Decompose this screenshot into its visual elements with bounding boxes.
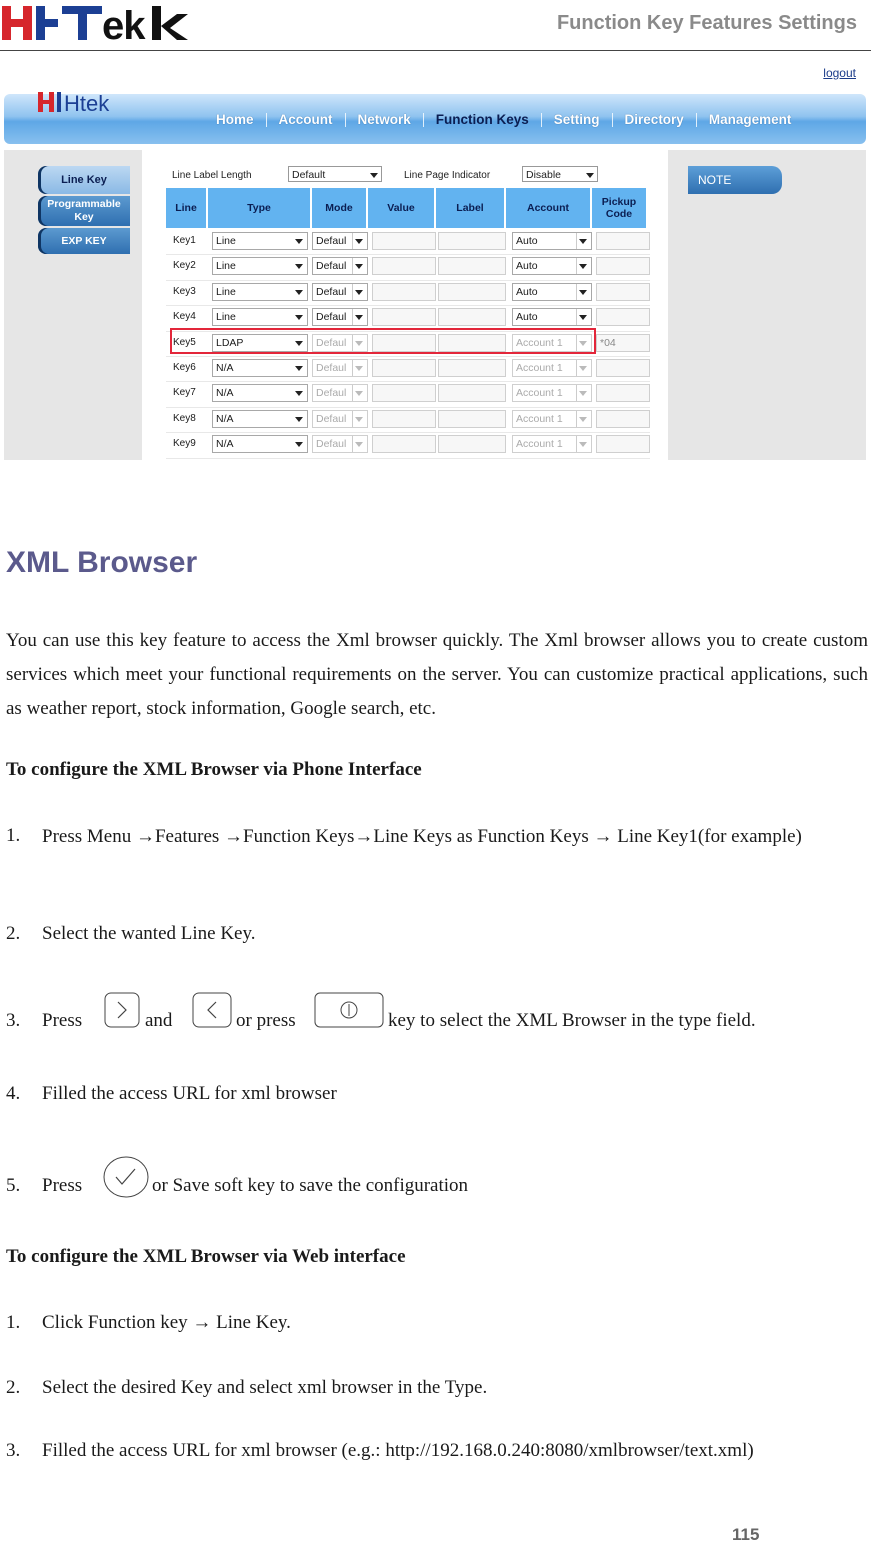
- document-header: [0, 0, 871, 51]
- nav-divider: [423, 113, 424, 127]
- mode-value: Defaul: [316, 362, 347, 374]
- step-text: Select the wanted Line Key.: [42, 923, 256, 944]
- nav-menu: [204, 112, 803, 127]
- type-select[interactable]: [212, 384, 308, 402]
- mode-select[interactable]: [312, 359, 368, 377]
- step-text: key to select the XML Browser in the type field.: [388, 1010, 756, 1031]
- step-text: Press: [42, 1010, 83, 1031]
- mode-select[interactable]: [312, 435, 368, 453]
- table-row: [166, 306, 650, 328]
- key-name: Key4: [173, 311, 196, 323]
- chevron-down-icon: [295, 391, 303, 396]
- step-text: Click Function key → Line Key.: [42, 1312, 291, 1333]
- chevron-down-icon: [579, 391, 587, 396]
- web-ui-screenshot: [4, 62, 866, 460]
- tab-programmable-key[interactable]: Programmable Key: [38, 196, 130, 226]
- side-tab-panel: [4, 150, 142, 460]
- nav-divider: [266, 113, 267, 127]
- pickup-code-input[interactable]: [596, 283, 650, 301]
- line-key-settings: [146, 150, 664, 460]
- nav-divider: [345, 113, 346, 127]
- account-select[interactable]: [512, 283, 592, 301]
- column-header: Mode: [312, 188, 366, 228]
- chevron-down-icon: [579, 239, 587, 244]
- mode-value: Defaul: [316, 260, 347, 273]
- account-select[interactable]: [512, 435, 592, 453]
- mode-value: Defaul: [316, 235, 347, 247]
- step-text: or Save soft key to save the configuration: [152, 1175, 469, 1196]
- dropdown-button: [352, 436, 367, 452]
- label-input[interactable]: [438, 384, 506, 402]
- account-value: Account 1: [516, 387, 563, 400]
- account-value: Auto: [516, 311, 538, 324]
- type-select[interactable]: [212, 283, 308, 301]
- mode-value: Defaul: [316, 387, 347, 400]
- key-name: Key3: [173, 285, 196, 297]
- chevron-down-icon: [579, 290, 587, 295]
- step-text: or press: [236, 1010, 296, 1031]
- tab-exp-key[interactable]: EXP KEY: [38, 228, 130, 254]
- line-page-indicator-select[interactable]: [522, 166, 598, 182]
- select-key-icon: [314, 992, 384, 1028]
- table-header: [166, 188, 646, 228]
- column-header: Type: [208, 188, 310, 228]
- htek-logo: [2, 2, 192, 44]
- intro-paragraph: You can use this key feature to access the Xml browser quickly. The Xml browser allows you to create custom services which meet your functional requirements on the server. You can customize practical applications, such as weather report, stock information, Google search, etc.: [6, 630, 868, 719]
- type-value: Line: [216, 260, 236, 273]
- nav-directory[interactable]: Directory: [624, 112, 684, 127]
- note-panel: [668, 150, 866, 460]
- right-arrow-key-icon: [104, 992, 140, 1028]
- label-input[interactable]: [438, 232, 506, 250]
- label-input[interactable]: [438, 283, 506, 301]
- line-page-indicator-label: Line Page Indicator: [404, 170, 491, 181]
- label-input[interactable]: [438, 257, 506, 275]
- dropdown-button: [576, 436, 591, 452]
- key-name: Key9: [173, 438, 196, 450]
- header-title: Function Key Features Settings: [556, 12, 857, 34]
- account-value: Account 1: [516, 336, 563, 349]
- nav-bar: [4, 91, 866, 144]
- account-value: Account 1: [516, 412, 563, 425]
- table-row: [166, 433, 650, 455]
- pickup-code-input[interactable]: [596, 435, 650, 453]
- account-value: Account 1: [516, 362, 563, 374]
- pickup-code-input[interactable]: [596, 359, 650, 377]
- type-value: N/A: [216, 412, 234, 425]
- chevron-down-icon: [579, 264, 587, 269]
- column-header: Label: [436, 188, 504, 228]
- step-number: 5.: [6, 1175, 21, 1196]
- dropdown-button: [576, 385, 591, 401]
- dropdown-button: [352, 385, 367, 401]
- ok-checkmark-key-icon: [102, 1155, 150, 1199]
- svg-text:ek: ek: [102, 4, 145, 44]
- chevron-down-icon: [295, 442, 303, 447]
- pickup-code-input[interactable]: [596, 384, 650, 402]
- type-select[interactable]: [212, 257, 308, 275]
- mode-value: Defaul: [316, 311, 347, 324]
- step-text: Filled the access URL for xml browser (e.g.: http://192.168.0.240:8080/xmlbrowser/text.xml): [42, 1440, 754, 1461]
- value-input[interactable]: [372, 435, 436, 453]
- chevron-down-icon: [370, 173, 378, 178]
- mode-select[interactable]: [312, 257, 368, 275]
- phone-step-5: [6, 1175, 868, 1205]
- table-row: [166, 357, 650, 379]
- type-select[interactable]: [212, 308, 308, 326]
- step-number: 1.: [6, 1312, 21, 1333]
- table-row: [166, 408, 650, 430]
- chevron-down-icon: [579, 442, 587, 447]
- step-text: Select the desired Key and select xml browser in the Type.: [42, 1377, 488, 1398]
- chevron-down-icon: [586, 173, 594, 178]
- column-header: Pickup Code: [592, 188, 646, 228]
- nav-divider: [541, 113, 542, 127]
- row-divider: [166, 458, 650, 459]
- dropdown-button: [576, 309, 591, 325]
- account-select[interactable]: [512, 232, 592, 250]
- nav-home[interactable]: Home: [216, 112, 254, 127]
- value-input[interactable]: [372, 410, 436, 428]
- step-number: 1.: [6, 825, 21, 846]
- web-ui-body: [4, 150, 866, 460]
- chevron-down-icon: [355, 315, 363, 320]
- account-select[interactable]: [512, 410, 592, 428]
- dropdown-button: [352, 411, 367, 427]
- type-value: Line: [216, 235, 236, 247]
- mode-value: Defaul: [316, 412, 347, 425]
- dropdown-button: [352, 258, 367, 274]
- key-name: Key6: [173, 362, 196, 373]
- chevron-down-icon: [355, 442, 363, 447]
- dropdown-button: [576, 258, 591, 274]
- chevron-down-icon: [579, 366, 587, 371]
- mode-select[interactable]: [312, 232, 368, 250]
- account-select[interactable]: [512, 257, 592, 275]
- nav-divider: [696, 113, 697, 127]
- chevron-down-icon: [295, 315, 303, 320]
- step-text: Press: [42, 1175, 83, 1196]
- line-label-length-select[interactable]: [288, 166, 382, 182]
- chevron-down-icon: [295, 417, 303, 422]
- value-input[interactable]: [372, 308, 436, 326]
- phone-step-3: [6, 1010, 868, 1040]
- table-row: [166, 255, 650, 277]
- left-arrow-key-icon: [192, 992, 232, 1028]
- nav-divider: [612, 113, 613, 127]
- key-name: Key1: [173, 235, 196, 246]
- label-input[interactable]: [438, 359, 506, 377]
- nav-account[interactable]: Account: [278, 112, 333, 127]
- dropdown-button: [576, 284, 591, 300]
- chevron-down-icon: [355, 391, 363, 396]
- label-input[interactable]: [438, 308, 506, 326]
- dropdown-button: [352, 309, 367, 325]
- dropdown-button: [352, 284, 367, 300]
- type-select[interactable]: [212, 410, 308, 428]
- mode-value: Defaul: [316, 336, 347, 349]
- value-input[interactable]: [372, 283, 436, 301]
- phone-config-heading: To configure the XML Browser via Phone Interface: [6, 759, 422, 780]
- mode-select[interactable]: [312, 410, 368, 428]
- step-number: 2.: [6, 923, 21, 944]
- chevron-down-icon: [295, 290, 303, 295]
- value-input[interactable]: [372, 232, 436, 250]
- step-number: 3.: [6, 1010, 21, 1031]
- chevron-down-icon: [579, 417, 587, 422]
- highlighted-row-outline: [170, 328, 596, 354]
- table-row: [166, 281, 650, 303]
- step-number: 2.: [6, 1377, 21, 1398]
- step-number: 3.: [6, 1440, 21, 1461]
- dropdown-button: [576, 233, 591, 249]
- tab-line-key[interactable]: Line Key: [38, 166, 130, 194]
- section-heading: XML Browser: [6, 546, 198, 579]
- type-select[interactable]: [212, 435, 308, 453]
- type-value: N/A: [216, 387, 234, 400]
- chevron-down-icon: [295, 366, 303, 371]
- dropdown-button: [352, 233, 367, 249]
- logout-link[interactable]: logout: [823, 66, 856, 80]
- dropdown-button: [352, 360, 367, 376]
- chevron-down-icon: [579, 315, 587, 320]
- type-value: Line: [216, 285, 236, 298]
- mode-value: Defaul: [316, 438, 347, 451]
- column-header: Account: [506, 188, 590, 228]
- label-input[interactable]: [438, 410, 506, 428]
- value-input[interactable]: [372, 384, 436, 402]
- page-number: 115: [732, 1525, 760, 1544]
- chevron-down-icon: [295, 239, 303, 244]
- step-text: Press Menu →Features →Function Keys→Line Keys as Function Keys → Line Key1(for example): [42, 826, 802, 847]
- column-header: Value: [368, 188, 434, 228]
- pickup-code-input[interactable]: [596, 410, 650, 428]
- chevron-down-icon: [295, 264, 303, 269]
- chevron-down-icon: [355, 264, 363, 269]
- mode-value: Defaul: [316, 285, 347, 298]
- key-name: Key7: [173, 387, 196, 399]
- pickup-code-input[interactable]: [596, 232, 650, 250]
- nav-network[interactable]: Network: [357, 112, 411, 127]
- account-value: Auto: [516, 260, 538, 273]
- type-value: Line: [216, 311, 236, 324]
- chevron-down-icon: [355, 417, 363, 422]
- pickup-code-value: *04: [600, 337, 616, 349]
- account-value: Account 1: [516, 438, 563, 451]
- account-select[interactable]: [512, 384, 592, 402]
- web-config-heading: To configure the XML Browser via Web interface: [6, 1246, 406, 1267]
- step-text: and: [145, 1010, 173, 1031]
- line-label-length-value: Default: [292, 169, 326, 181]
- type-select[interactable]: [212, 359, 308, 377]
- type-value: N/A: [216, 362, 234, 374]
- type-value: LDAP: [216, 336, 244, 349]
- nav-management[interactable]: Management: [708, 112, 792, 127]
- step-text: Filled the access URL for xml browser: [42, 1083, 337, 1104]
- chevron-down-icon: [355, 290, 363, 295]
- dropdown-button: [576, 360, 591, 376]
- dropdown-button: [576, 411, 591, 427]
- account-select[interactable]: [512, 308, 592, 326]
- mode-select[interactable]: [312, 308, 368, 326]
- key-name: Key8: [173, 412, 196, 424]
- pickup-code-input[interactable]: [596, 257, 650, 275]
- svg-text:Htek: Htek: [64, 91, 110, 116]
- mode-select[interactable]: [312, 384, 368, 402]
- line-page-indicator-value: Disable: [526, 169, 562, 181]
- chevron-down-icon: [355, 239, 363, 244]
- web-ui-logo: [38, 90, 150, 116]
- account-select[interactable]: [512, 359, 592, 377]
- chevron-down-icon: [355, 366, 363, 371]
- key-name: Key2: [173, 260, 196, 272]
- table-row: [166, 230, 650, 252]
- account-value: Auto: [516, 235, 538, 247]
- type-value: N/A: [216, 438, 234, 451]
- column-header: Line: [166, 188, 206, 228]
- value-input[interactable]: [372, 359, 436, 377]
- step-number: 4.: [6, 1083, 21, 1104]
- key-name: Key5: [173, 336, 196, 348]
- note-tab[interactable]: NOTE: [688, 166, 782, 194]
- label-input[interactable]: [438, 435, 506, 453]
- nav-function-keys[interactable]: Function Keys: [435, 112, 529, 127]
- pickup-code-input[interactable]: [596, 308, 650, 326]
- line-label-length-label: Line Label Length: [172, 170, 252, 181]
- type-select[interactable]: [212, 232, 308, 250]
- nav-setting[interactable]: Setting: [553, 112, 600, 127]
- table-row: [166, 382, 650, 404]
- mode-select[interactable]: [312, 283, 368, 301]
- value-input[interactable]: [372, 257, 436, 275]
- account-value: Auto: [516, 285, 538, 298]
